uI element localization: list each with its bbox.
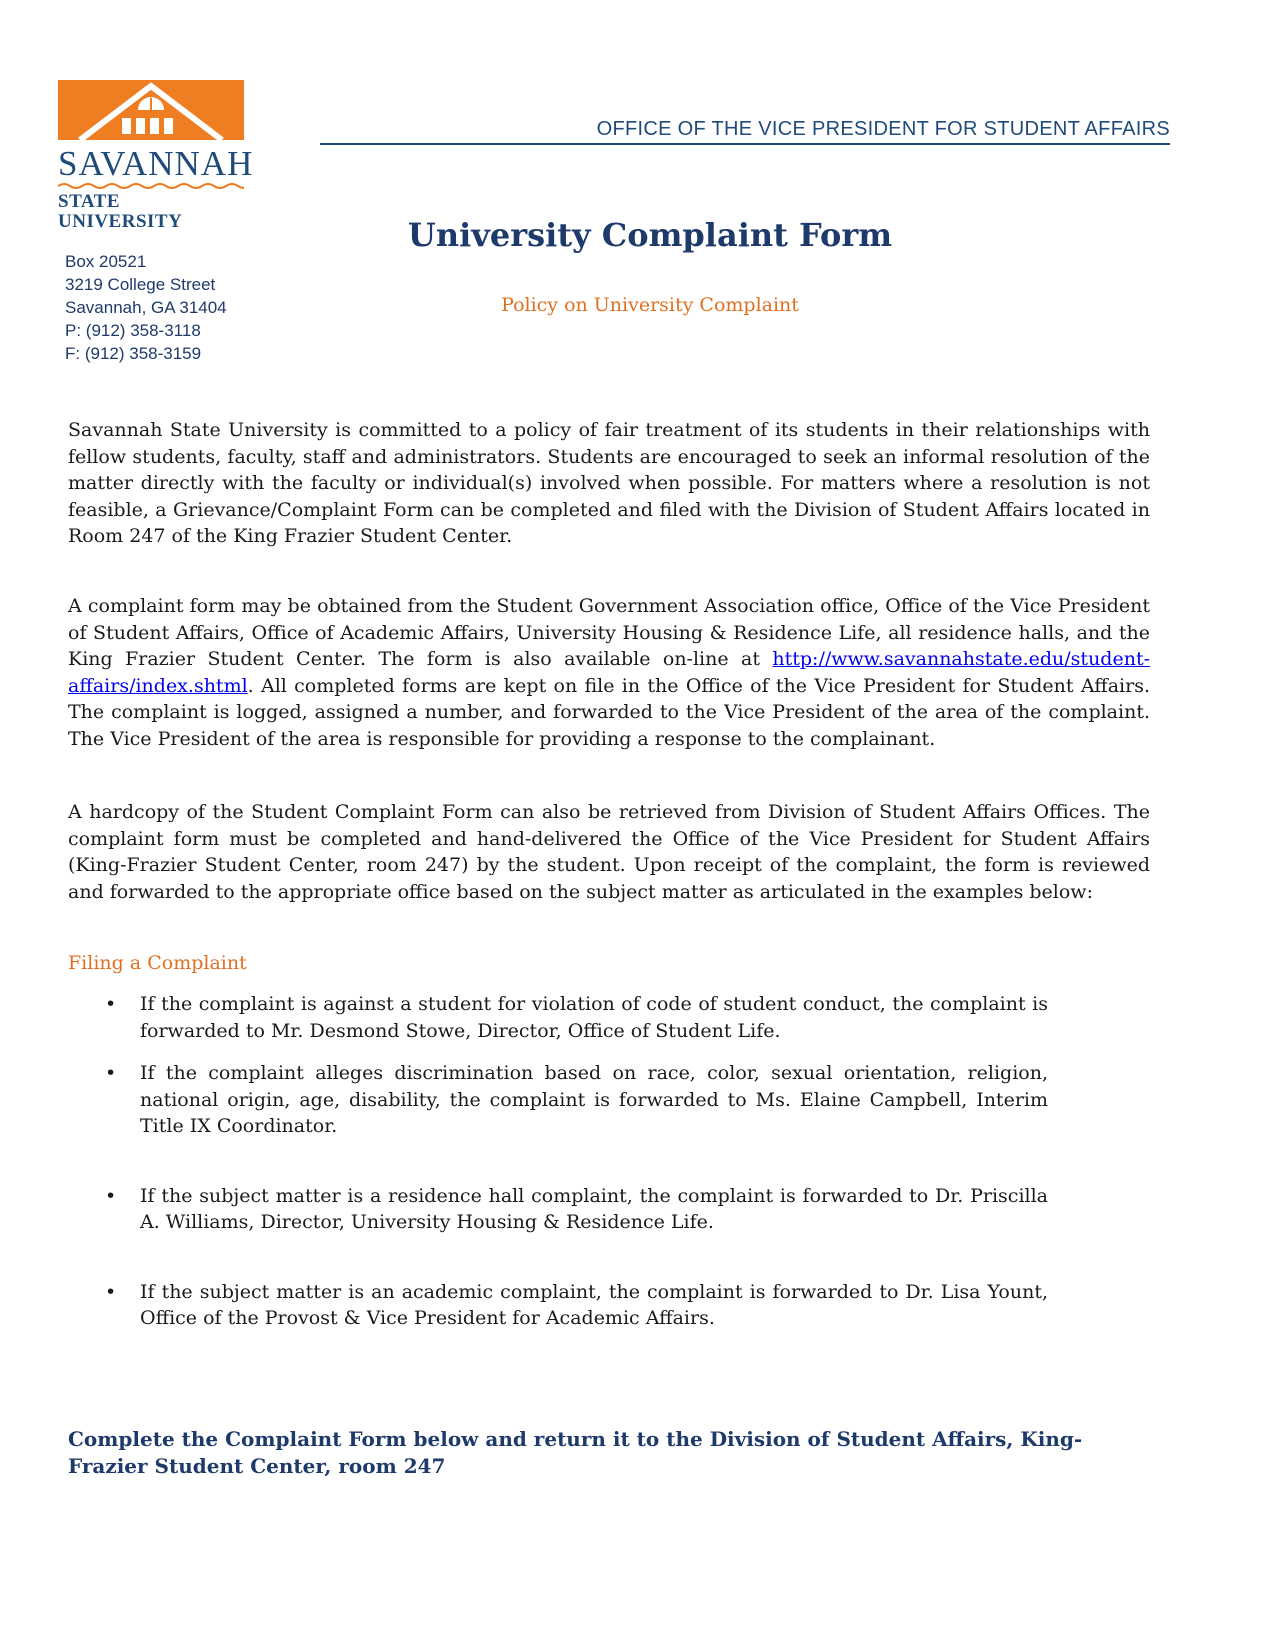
address-line: 3219 College Street [65, 275, 216, 294]
university-logo [58, 80, 254, 232]
policy-paragraph-3: A hardcopy of the Student Complaint Form can also be retrieved from Division of Student Affairs Offices. The complaint form must be completed and hand-delivered the Office of the Vice President for Student Affairs (King-Frazier Student Center, room 247) by the student. Upon receipt of the complaint, the form is reviewed and forwarded to the appropriate office based on the subject matter as articulated in the examples below: [68, 801, 1150, 903]
paragraph-text: . All completed forms are kept on file in the Office of the Vice President for Student Affairs. The complaint is logged, assigned a number, and forwarded to the Vice President of the area of the complaint. The Vice President of the area is responsible for providing a response to the complainant. [68, 674, 1150, 750]
page-title: University Complaint Form [407, 216, 893, 254]
address-block [65, 250, 227, 365]
filing-heading: Filing a Complaint [68, 952, 247, 974]
office-heading: OFFICE OF THE VICE PRESIDENT FOR STUDENT AFFAIRS [320, 118, 1170, 145]
list-item-text: If the subject matter is a residence hall complaint, the complaint is forwarded to Dr. Priscilla A. Williams, Director, University Housing & Residence Life. [140, 1184, 1048, 1233]
policy-paragraph-1: Savannah State University is committed to a policy of fair treatment of its students in their relationships with fellow students, faculty, staff and administrators. Students are encouraged to seek an informal resolution of the matter directly with the faculty or individual(s) involved when possible. For matters where a resolution is not feasible, a Grievance/Complaint Form can be completed and filed with the Division of Student Affairs located in Room 247 of the King Frazier Student Center. [68, 419, 1150, 547]
list-item [68, 991, 1048, 1044]
list-item [68, 1279, 1048, 1332]
logo-wave-icon [58, 182, 244, 190]
bullet-icon: • [105, 1280, 117, 1303]
logo-name: SAVANNAH [58, 144, 254, 183]
policy-paragraph-2 [68, 593, 1150, 752]
instructions-note: Complete the Complaint Form below and return it to the Division of Student Affairs, King-Frazier Student Center, room 247 [68, 1427, 1083, 1478]
list-item-text: If the subject matter is an academic complaint, the complaint is forwarded to Dr. Lisa Yount, Office of the Provost & Vice President for Academic Affairs. [140, 1280, 1048, 1329]
logo-building-mark [58, 80, 244, 140]
list-item-text: If the complaint is against a student for violation of code of student conduct, the complaint is forwarded to Mr. Desmond Stowe, Director, Office of Student Life. [140, 993, 1048, 1042]
filing-list [68, 991, 1048, 1332]
address-line: Box 20521 [65, 252, 147, 271]
list-item [68, 1060, 1048, 1140]
paragraph-text: A complaint form may be obtained from the Student Government Association office, Office of the Vice President of Student Affairs, Office of Academic Affairs, University Housing & Residence Life, all residence halls, and the King Frazier Student Center. The form is also available on-line at [68, 595, 1150, 670]
bullet-icon: • [105, 1062, 117, 1084]
list-item [68, 1183, 1048, 1236]
list-item-text: If the complaint alleges discrimination based on race, color, sexual orientation, religion, national origin, age, disability, the complaint is forwarded to Ms. Elaine Campbell, Interim Title IX Coordinator. [140, 1062, 1048, 1137]
logo-building-icon [58, 80, 244, 140]
student-affairs-link[interactable]: http://www.savannahstate.edu/student-affairs/index.shtml [68, 648, 1150, 697]
bullet-icon: • [105, 1184, 117, 1207]
page-subtitle: Policy on University Complaint [501, 294, 799, 316]
address-line: Savannah, GA 31404 [65, 298, 227, 317]
bullet-icon: • [105, 993, 117, 1015]
phone-line: P: (912) 358-3118 [65, 321, 201, 340]
logo-subtitle: STATE UNIVERSITY [58, 191, 183, 232]
fax-line: F: (912) 358-3159 [65, 344, 202, 363]
